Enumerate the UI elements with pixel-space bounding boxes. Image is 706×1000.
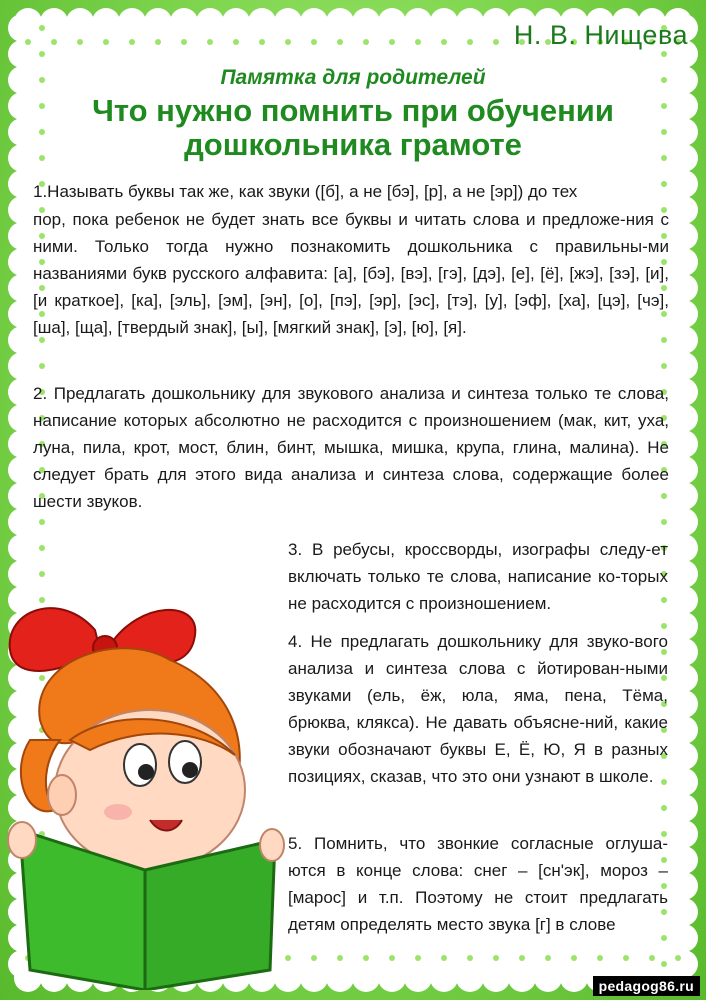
paragraph-1 [33,182,669,341]
paragraph-1-first-line: 1.Называть буквы так же, как звуки ([б], а не [бэ], [р], а не [эр]) до тех [33,182,578,201]
paragraph-5: 5. Помнить, что звонкие согласные оглуша-ются в конце слова: снег – [сн'эк], мороз – [марос] и т.п. Поэтому не стоит предлагать детям определять место звука [г] в слове [288,834,668,934]
paragraph-3: 3. В ребусы, кроссворды, изографы следу-ет включать только те слова, написание ко-торых не расходится с произношением. [288,540,668,613]
site-watermark: pedagog86.ru [593,976,700,996]
memo-subtitle: Памятка для родителей [220,66,486,89]
paragraph-2: 2. Предлагать дошкольнику для звукового анализа и синтеза только те слова, написание которых абсолютно не расходится с произношением (мак, кит, уха, луна, пила, крот, мост, блин, бинт, мышка, мишка, крупа, глина, малина). Не следует брать для этого вида анализа и синтеза слова, содержащие более шести звуков. [33,384,669,511]
author-name: Н. В. Нищева [513,20,688,50]
page-title: Что нужно помнить при обучении дошкольника грамоте [92,93,614,162]
girl-reading-illustration [0,590,290,990]
paragraph-4: 4. Не предлагать дошкольнику для звуко-вого анализа и синтеза слова с йотирован-ными звуками (ель, ёж, юла, яма, пена, Тёма, брюква, клякса). Не давать объясне-ний, какие звуки обозначают буквы Е, Ё, Ю, Я в разных позициях, сказав, что это они узнают в школе. [288,632,668,786]
paragraph-1-rest: пор, пока ребенок не будет знать все буквы и читать слова и предложе-ния с ними. Только тогда нужно познакомить дошкольника с правильны-ми названиями букв русского алфавита: [а], [бэ], [вэ], [гэ], [дэ], [е], [ё], [жэ], [зэ], [и], [и краткое], [ка], [эль], [эм], [эн], [о], [пэ], [эр], [эс], [тэ], [у], [эф], [ха], [цэ], [чэ], [ша], [ща], [твердый знак], [ы], [мягкий знак], [э], [ю], [я]. [33,210,669,337]
